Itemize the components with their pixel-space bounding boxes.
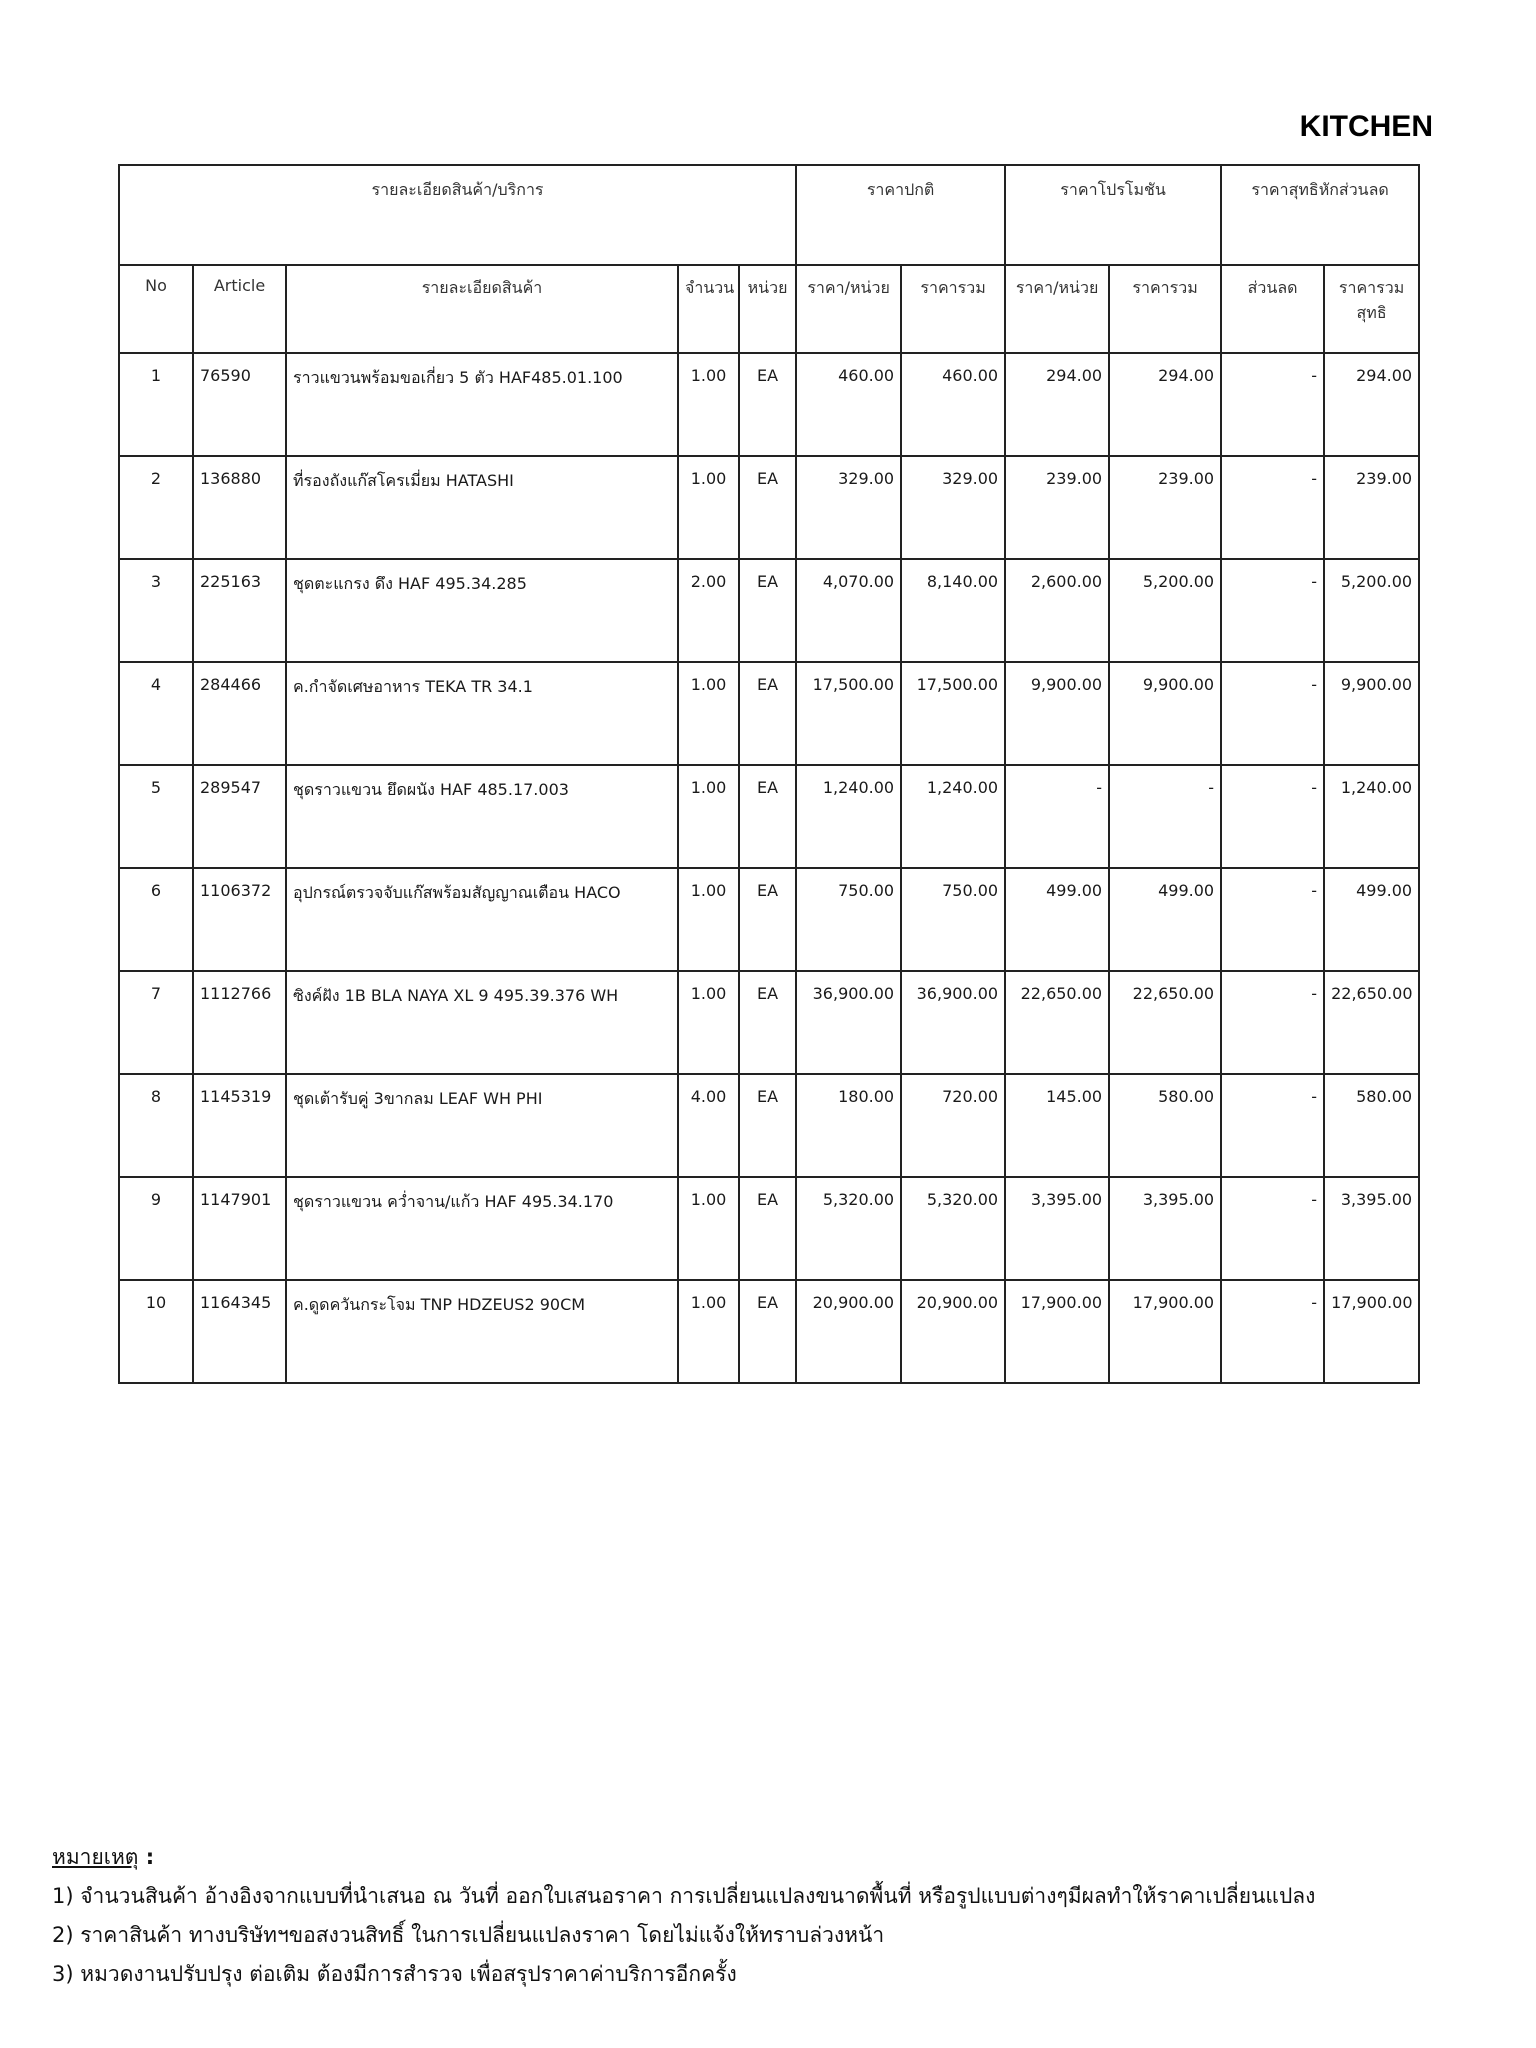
cell-article: 1106372 bbox=[193, 868, 286, 971]
cell-qty: 1.00 bbox=[678, 456, 739, 559]
cell-unit: EA bbox=[739, 456, 796, 559]
table-row bbox=[119, 353, 1419, 456]
cell-promo-total: 580.00 bbox=[1109, 1074, 1221, 1177]
cell-net-total: 499.00 bbox=[1324, 868, 1419, 971]
cell-no: 8 bbox=[119, 1074, 193, 1177]
cell-description: ชุดเต้ารับคู่ 3ขากลม LEAF WH PHI bbox=[286, 1074, 678, 1177]
cell-article: 1164345 bbox=[193, 1280, 286, 1383]
cell-no: 7 bbox=[119, 971, 193, 1074]
cell-description: ที่รองถังแก๊สโครเมี่ยม HATASHI bbox=[286, 456, 678, 559]
cell-net-total: 294.00 bbox=[1324, 353, 1419, 456]
table-row bbox=[119, 1280, 1419, 1383]
cell-unit: EA bbox=[739, 353, 796, 456]
cell-qty: 1.00 bbox=[678, 1280, 739, 1383]
notes-heading bbox=[52, 1838, 1315, 1877]
cell-qty: 4.00 bbox=[678, 1074, 739, 1177]
cell-normal-total: 5,320.00 bbox=[901, 1177, 1005, 1280]
cell-net-total: 580.00 bbox=[1324, 1074, 1419, 1177]
cell-article: 289547 bbox=[193, 765, 286, 868]
cell-normal-unit-price: 1,240.00 bbox=[796, 765, 901, 868]
cell-unit: EA bbox=[739, 1280, 796, 1383]
cell-description: ซิงค์ฝัง 1B BLA NAYA XL 9 495.39.376 WH bbox=[286, 971, 678, 1074]
cell-normal-total: 750.00 bbox=[901, 868, 1005, 971]
cell-no: 6 bbox=[119, 868, 193, 971]
quotation-table bbox=[118, 164, 1420, 1384]
cell-promo-unit-price: 2,600.00 bbox=[1005, 559, 1109, 662]
cell-net-total: 9,900.00 bbox=[1324, 662, 1419, 765]
cell-no: 10 bbox=[119, 1280, 193, 1383]
cell-promo-total: 239.00 bbox=[1109, 456, 1221, 559]
cell-normal-total: 329.00 bbox=[901, 456, 1005, 559]
col-header-description: รายละเอียดสินค้า bbox=[286, 265, 678, 353]
cell-promo-total: 17,900.00 bbox=[1109, 1280, 1221, 1383]
table-row bbox=[119, 1074, 1419, 1177]
cell-article: 284466 bbox=[193, 662, 286, 765]
cell-qty: 1.00 bbox=[678, 353, 739, 456]
cell-discount: - bbox=[1221, 662, 1324, 765]
cell-net-total: 1,240.00 bbox=[1324, 765, 1419, 868]
cell-description: ค.กำจัดเศษอาหาร TEKA TR 34.1 bbox=[286, 662, 678, 765]
cell-net-total: 3,395.00 bbox=[1324, 1177, 1419, 1280]
cell-net-total: 5,200.00 bbox=[1324, 559, 1419, 662]
cell-promo-unit-price: 499.00 bbox=[1005, 868, 1109, 971]
cell-promo-unit-price: 17,900.00 bbox=[1005, 1280, 1109, 1383]
cell-promo-unit-price: 145.00 bbox=[1005, 1074, 1109, 1177]
group-header-details: รายละเอียดสินค้า/บริการ bbox=[119, 165, 796, 265]
cell-net-total: 22,650.00 bbox=[1324, 971, 1419, 1074]
cell-normal-unit-price: 20,900.00 bbox=[796, 1280, 901, 1383]
col-header-article: Article bbox=[193, 265, 286, 353]
cell-normal-unit-price: 17,500.00 bbox=[796, 662, 901, 765]
cell-description: อุปกรณ์ตรวจจับแก๊สพร้อมสัญญาณเตือน HACO bbox=[286, 868, 678, 971]
cell-no: 1 bbox=[119, 353, 193, 456]
cell-qty: 1.00 bbox=[678, 765, 739, 868]
cell-article: 76590 bbox=[193, 353, 286, 456]
note-item-3: 3) หมวดงานปรับปรุง ต่อเติม ต้องมีการสำรวจ เพื่อสรุปราคาค่าบริการอีกครั้ง bbox=[52, 1962, 737, 1986]
table-row bbox=[119, 971, 1419, 1074]
cell-net-total: 239.00 bbox=[1324, 456, 1419, 559]
cell-normal-unit-price: 5,320.00 bbox=[796, 1177, 901, 1280]
cell-unit: EA bbox=[739, 765, 796, 868]
cell-unit: EA bbox=[739, 1177, 796, 1280]
cell-discount: - bbox=[1221, 559, 1324, 662]
table-row bbox=[119, 662, 1419, 765]
group-header-row bbox=[119, 165, 1419, 265]
cell-no: 4 bbox=[119, 662, 193, 765]
cell-normal-total: 720.00 bbox=[901, 1074, 1005, 1177]
col-header-unit: หน่วย bbox=[739, 265, 796, 353]
cell-article: 1112766 bbox=[193, 971, 286, 1074]
cell-promo-unit-price: 3,395.00 bbox=[1005, 1177, 1109, 1280]
cell-description: ค.ดูดควันกระโจม TNP HDZEUS2 90CM bbox=[286, 1280, 678, 1383]
cell-normal-unit-price: 329.00 bbox=[796, 456, 901, 559]
col-header-qty: จำนวน bbox=[678, 265, 739, 353]
notes-section bbox=[52, 1838, 1315, 1994]
cell-discount: - bbox=[1221, 868, 1324, 971]
cell-net-total: 17,900.00 bbox=[1324, 1280, 1419, 1383]
cell-normal-unit-price: 4,070.00 bbox=[796, 559, 901, 662]
table-row bbox=[119, 868, 1419, 971]
table-row bbox=[119, 456, 1419, 559]
cell-article: 1147901 bbox=[193, 1177, 286, 1280]
col-header-no: No bbox=[119, 265, 193, 353]
cell-normal-unit-price: 460.00 bbox=[796, 353, 901, 456]
cell-promo-total: 499.00 bbox=[1109, 868, 1221, 971]
col-header-promo-total: ราคารวม bbox=[1109, 265, 1221, 353]
cell-discount: - bbox=[1221, 353, 1324, 456]
cell-article: 1145319 bbox=[193, 1074, 286, 1177]
cell-normal-total: 36,900.00 bbox=[901, 971, 1005, 1074]
cell-no: 5 bbox=[119, 765, 193, 868]
cell-no: 3 bbox=[119, 559, 193, 662]
column-header-row bbox=[119, 265, 1419, 353]
notes-title-colon: : bbox=[138, 1845, 155, 1869]
cell-description: ชุดราวแขวน ยึดผนัง HAF 485.17.003 bbox=[286, 765, 678, 868]
cell-promo-total: 9,900.00 bbox=[1109, 662, 1221, 765]
cell-normal-total: 1,240.00 bbox=[901, 765, 1005, 868]
cell-promo-unit-price: - bbox=[1005, 765, 1109, 868]
cell-no: 2 bbox=[119, 456, 193, 559]
cell-discount: - bbox=[1221, 1177, 1324, 1280]
cell-promo-total: 294.00 bbox=[1109, 353, 1221, 456]
cell-unit: EA bbox=[739, 971, 796, 1074]
cell-discount: - bbox=[1221, 971, 1324, 1074]
table-row bbox=[119, 765, 1419, 868]
cell-discount: - bbox=[1221, 1280, 1324, 1383]
cell-qty: 1.00 bbox=[678, 971, 739, 1074]
cell-normal-total: 17,500.00 bbox=[901, 662, 1005, 765]
cell-description: ชุดตะแกรง ดึง HAF 495.34.285 bbox=[286, 559, 678, 662]
col-header-discount: ส่วนลด bbox=[1221, 265, 1324, 353]
cell-no: 9 bbox=[119, 1177, 193, 1280]
cell-unit: EA bbox=[739, 559, 796, 662]
cell-normal-total: 460.00 bbox=[901, 353, 1005, 456]
cell-qty: 1.00 bbox=[678, 662, 739, 765]
cell-promo-total: 3,395.00 bbox=[1109, 1177, 1221, 1280]
cell-article: 136880 bbox=[193, 456, 286, 559]
cell-normal-unit-price: 180.00 bbox=[796, 1074, 901, 1177]
cell-discount: - bbox=[1221, 765, 1324, 868]
cell-discount: - bbox=[1221, 456, 1324, 559]
cell-promo-unit-price: 9,900.00 bbox=[1005, 662, 1109, 765]
cell-promo-unit-price: 294.00 bbox=[1005, 353, 1109, 456]
cell-description: ชุดราวแขวน คว่ำจาน/แก้ว HAF 495.34.170 bbox=[286, 1177, 678, 1280]
note-item-1: 1) จำนวนสินค้า อ้างอิงจากแบบที่นำเสนอ ณ วันที่ ออกใบเสนอราคา การเปลี่ยนแปลงขนาดพื้นที่ หรือรูปแบบต่างๆมีผลทำให้ราคาเปลี่ยนแปลง bbox=[52, 1884, 1316, 1908]
cell-promo-total: - bbox=[1109, 765, 1221, 868]
table-row bbox=[119, 559, 1419, 662]
cell-promo-total: 22,650.00 bbox=[1109, 971, 1221, 1074]
group-header-normal-price: ราคาปกติ bbox=[796, 165, 1005, 265]
cell-promo-unit-price: 22,650.00 bbox=[1005, 971, 1109, 1074]
cell-article: 225163 bbox=[193, 559, 286, 662]
note-item-2: 2) ราคาสินค้า ทางบริษัทฯขอสงวนสิทธิ์ ในการเปลี่ยนแปลงราคา โดยไม่แจ้งให้ทราบล่วงหน้า bbox=[52, 1923, 885, 1947]
group-header-net-price: ราคาสุทธิหักส่วนลด bbox=[1221, 165, 1419, 265]
section-title: KITCHEN bbox=[1299, 110, 1433, 143]
cell-normal-unit-price: 36,900.00 bbox=[796, 971, 901, 1074]
cell-promo-unit-price: 239.00 bbox=[1005, 456, 1109, 559]
cell-discount: - bbox=[1221, 1074, 1324, 1177]
col-header-net-total: ราคารวมสุทธิ bbox=[1324, 265, 1419, 353]
cell-promo-total: 5,200.00 bbox=[1109, 559, 1221, 662]
cell-unit: EA bbox=[739, 1074, 796, 1177]
cell-unit: EA bbox=[739, 868, 796, 971]
notes-title: หมายเหตุ bbox=[52, 1845, 139, 1869]
table-row bbox=[119, 1177, 1419, 1280]
cell-normal-unit-price: 750.00 bbox=[796, 868, 901, 971]
cell-qty: 1.00 bbox=[678, 868, 739, 971]
cell-description: ราวแขวนพร้อมขอเกี่ยว 5 ตัว HAF485.01.100 bbox=[286, 353, 678, 456]
col-header-normal-total: ราคารวม bbox=[901, 265, 1005, 353]
col-header-normal-unit-price: ราคา/หน่วย bbox=[796, 265, 901, 353]
col-header-promo-unit-price: ราคา/หน่วย bbox=[1005, 265, 1109, 353]
table-body bbox=[119, 353, 1419, 1383]
group-header-promo-price: ราคาโปรโมชัน bbox=[1005, 165, 1221, 265]
cell-normal-total: 20,900.00 bbox=[901, 1280, 1005, 1383]
cell-qty: 1.00 bbox=[678, 1177, 739, 1280]
cell-unit: EA bbox=[739, 662, 796, 765]
cell-qty: 2.00 bbox=[678, 559, 739, 662]
cell-normal-total: 8,140.00 bbox=[901, 559, 1005, 662]
